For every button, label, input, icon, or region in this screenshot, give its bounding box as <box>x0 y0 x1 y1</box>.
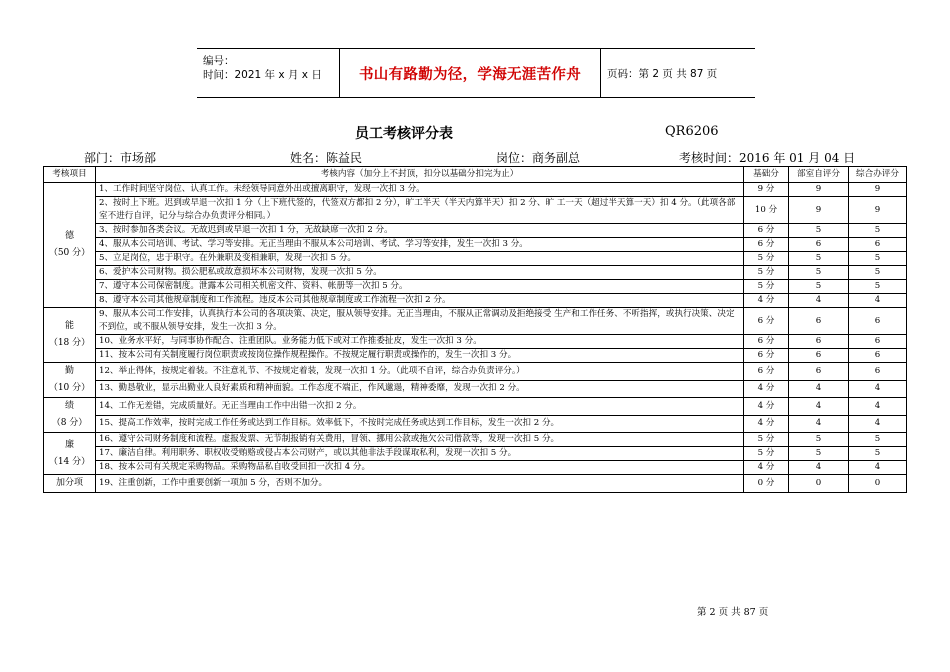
table-header-row <box>44 167 907 183</box>
content-cell: 19、注重创新，工作中重要创新一项加 5 分，否则不加分。 <box>96 475 744 493</box>
form-title: 员工考核评分表 <box>355 126 453 142</box>
self-score-cell: 6 <box>789 335 849 349</box>
header-motto-cell <box>340 49 601 97</box>
base-score-cell: 6 分 <box>744 349 789 363</box>
base-score-cell: 4 分 <box>744 461 789 475</box>
base-score-cell: 6 分 <box>744 335 789 349</box>
table-row <box>44 266 907 280</box>
base-score-cell: 5 分 <box>744 266 789 280</box>
base-score-cell: 5 分 <box>744 447 789 461</box>
name-field: 姓名：陈益民 <box>290 151 363 165</box>
content-cell: 7、遵守本公司保密制度。泄露本公司相关机密文件、资料、帐册等一次扣 5 分。 <box>96 280 744 294</box>
table-row <box>44 252 907 266</box>
table-row <box>44 294 907 308</box>
office-score-cell: 0 <box>849 475 907 493</box>
table-row <box>44 335 907 349</box>
category-label: （10 分） <box>48 383 91 393</box>
office-score-cell: 5 <box>849 252 907 266</box>
document-number-label: 编号： <box>203 55 235 67</box>
table-row <box>44 363 907 381</box>
self-score-cell: 5 <box>789 252 849 266</box>
table-row <box>44 415 907 433</box>
category-label: 能 <box>64 321 74 331</box>
content-cell: 10、业务水平好，与同事协作配合、注重团队。业务能力低下或对工作推委扯皮，发生一次扣 3 分。 <box>96 335 744 349</box>
office-score-cell: 6 <box>849 238 907 252</box>
table-row <box>44 475 907 493</box>
category-label: 廉 <box>64 439 74 450</box>
office-score-cell: 4 <box>849 461 907 475</box>
content-cell: 9、服从本公司工作安排，认真执行本公司的各项决策、决定，服从领导安排。无正当理由，不服从正常调动及拒绝接受 生产和工作任务、不听指挥，或执行决策、决定不到位，或不服从领导安排，发生一次扣 3 分。 <box>96 308 744 335</box>
document-time-label: 时间：2021 年 x 月 x 日 <box>203 69 322 81</box>
header-meta-cell <box>197 49 340 97</box>
category-cell <box>44 363 96 398</box>
self-score-cell: 4 <box>789 380 849 398</box>
office-score-cell: 4 <box>849 398 907 416</box>
category-label: 加分项 <box>55 478 83 488</box>
self-score-cell: 5 <box>789 224 849 238</box>
office-score-cell: 5 <box>849 280 907 294</box>
category-label: （14 分） <box>48 456 91 467</box>
base-score-cell: 4 分 <box>744 415 789 433</box>
content-cell: 15、提高工作效率，按时完成工作任务或达到工作目标。效率低下，不按时完成任务或达到工作目标，发生一次扣 2 分。 <box>96 415 744 433</box>
table-row <box>44 183 907 197</box>
category-label: 德 <box>64 231 74 241</box>
office-score-cell: 5 <box>849 224 907 238</box>
table-row <box>44 308 907 335</box>
base-score-cell: 4 分 <box>744 398 789 416</box>
header-category: 考核项目 <box>44 167 96 183</box>
office-score-cell: 9 <box>849 197 907 224</box>
category-label: 勤 <box>64 366 74 376</box>
category-label: （8 分） <box>51 418 88 428</box>
content-cell: 12、举止得体，按规定着装。不注意礼节、不按规定着装，发现一次扣 1 分。（此项不自评，综合办负责评分。） <box>96 363 744 381</box>
form-code: QR6206 <box>665 124 719 139</box>
header-base-score: 基础分 <box>744 167 789 183</box>
self-score-cell: 9 <box>789 197 849 224</box>
category-cell <box>44 183 96 308</box>
content-cell: 4、服从本公司培训、考试、学习等安排。无正当理由不服从本公司培训、考试、学习等安排，发生一次扣 3 分。 <box>96 238 744 252</box>
office-score-cell: 6 <box>849 349 907 363</box>
base-score-cell: 5 分 <box>744 252 789 266</box>
table-row <box>44 224 907 238</box>
self-score-cell: 9 <box>789 183 849 197</box>
content-cell: 13、勤恳敬业，显示出勤业人良好素质和精神面貌。工作态度不端正，作风邋遢，精神委靡，发现一次扣 2 分。 <box>96 380 744 398</box>
content-cell: 2、按时上下班。迟到或早退一次扣 1 分（上下班代签的，代签双方都扣 2 分），旷工半天（半天内算半天）扣 2 分、旷 工一天（超过半天算一天）扣 4 分。（此项各部室不进行自评，记分与综合办负责评分相同。） <box>96 197 744 224</box>
content-cell: 8、遵守本公司其他规章制度和工作流程。违反本公司其他规章制度或工作流程一次扣 2 分。 <box>96 294 744 308</box>
content-cell: 17、廉洁自律。利用职务、职权收受贿赂或侵占本公司财产，或以其他非法手段谋取私利，发现一次扣 5 分。 <box>96 447 744 461</box>
self-score-cell: 6 <box>789 363 849 381</box>
office-score-cell: 4 <box>849 415 907 433</box>
content-cell: 1、工作时间坚守岗位、认真工作。未经领导同意外出或擅离职守，发现一次扣 3 分。 <box>96 183 744 197</box>
base-score-cell: 6 分 <box>744 224 789 238</box>
category-cell <box>44 308 96 363</box>
category-label: 绩 <box>64 401 74 411</box>
date-field: 考核时间：2016 年 01 月 04 日 <box>679 151 856 165</box>
table-row <box>44 433 907 447</box>
table-row <box>44 380 907 398</box>
office-score-cell: 5 <box>849 447 907 461</box>
header-content: 考核内容（加分上不封顶，扣分以基础分扣完为止） <box>96 167 744 183</box>
header-office-score: 综合办评分 <box>849 167 907 183</box>
self-score-cell: 6 <box>789 349 849 363</box>
content-cell: 6、爱护本公司财物。损公肥私或故意损坏本公司财物，发现一次扣 5 分。 <box>96 266 744 280</box>
self-score-cell: 4 <box>789 294 849 308</box>
self-score-cell: 6 <box>789 308 849 335</box>
base-score-cell: 10 分 <box>744 197 789 224</box>
content-cell: 11、按本公司有关制度履行岗位职责或按岗位操作规程操作。不按规定履行职责或操作的，发生一次扣 3 分。 <box>96 349 744 363</box>
office-score-cell: 6 <box>849 335 907 349</box>
self-score-cell: 0 <box>789 475 849 493</box>
table-row <box>44 447 907 461</box>
office-score-cell: 5 <box>849 433 907 447</box>
office-score-cell: 5 <box>849 266 907 280</box>
position-field: 岗位：商务副总 <box>496 151 581 165</box>
self-score-cell: 5 <box>789 266 849 280</box>
office-score-cell: 6 <box>849 308 907 335</box>
document-header <box>197 48 755 98</box>
header-page-cell <box>601 49 755 97</box>
office-score-cell: 4 <box>849 294 907 308</box>
base-score-cell: 5 分 <box>744 280 789 294</box>
table-body <box>44 183 907 493</box>
table-row <box>44 398 907 416</box>
self-score-cell: 5 <box>789 447 849 461</box>
header-self-score: 部室自评分 <box>789 167 849 183</box>
table-row <box>44 197 907 224</box>
base-score-cell: 4 分 <box>744 380 789 398</box>
base-score-cell: 9 分 <box>744 183 789 197</box>
header-page-number: 页码：第 2 页 共 87 页 <box>607 67 718 80</box>
office-score-cell: 6 <box>849 363 907 381</box>
category-label: （50 分） <box>48 248 91 258</box>
table-row <box>44 349 907 363</box>
self-score-cell: 5 <box>789 433 849 447</box>
page-footer: 第 2 页 共 87 页 <box>697 607 769 618</box>
content-cell: 14、工作无差错，完成质量好。无正当理由工作中出错一次扣 2 分。 <box>96 398 744 416</box>
category-label: （18 分） <box>48 338 91 348</box>
category-cell <box>44 475 96 493</box>
self-score-cell: 5 <box>789 280 849 294</box>
table-row <box>44 238 907 252</box>
base-score-cell: 6 分 <box>744 308 789 335</box>
content-cell: 5、立足岗位，忠于职守。在外兼职及变相兼职，发现一次扣 5 分。 <box>96 252 744 266</box>
self-score-cell: 4 <box>789 415 849 433</box>
office-score-cell: 4 <box>849 380 907 398</box>
self-score-cell: 6 <box>789 238 849 252</box>
self-score-cell: 4 <box>789 398 849 416</box>
table-row <box>44 280 907 294</box>
base-score-cell: 6 分 <box>744 238 789 252</box>
office-score-cell: 9 <box>849 183 907 197</box>
base-score-cell: 0 分 <box>744 475 789 493</box>
motto-text: 书山有路勤为径，学海无涯苦作舟 <box>359 66 581 83</box>
table-row <box>44 461 907 475</box>
content-cell: 18、按本公司有关规定采购物品。采购物品私自收受回扣一次扣 4 分。 <box>96 461 744 475</box>
category-cell <box>44 433 96 475</box>
base-score-cell: 5 分 <box>744 433 789 447</box>
content-cell: 3、按时参加各类会议。无故迟到或早退一次扣 1 分，无故缺席一次扣 2 分。 <box>96 224 744 238</box>
self-score-cell: 4 <box>789 461 849 475</box>
base-score-cell: 4 分 <box>744 294 789 308</box>
department-field: 部门：市场部 <box>84 151 157 165</box>
category-cell <box>44 398 96 433</box>
evaluation-table <box>43 166 907 493</box>
content-cell: 16、遵守公司财务制度和流程。虚报发票、无节制报销有关费用，冒领、挪用公款或拖欠公司借款等，发现一次扣 5 分。 <box>96 433 744 447</box>
base-score-cell: 6 分 <box>744 363 789 381</box>
